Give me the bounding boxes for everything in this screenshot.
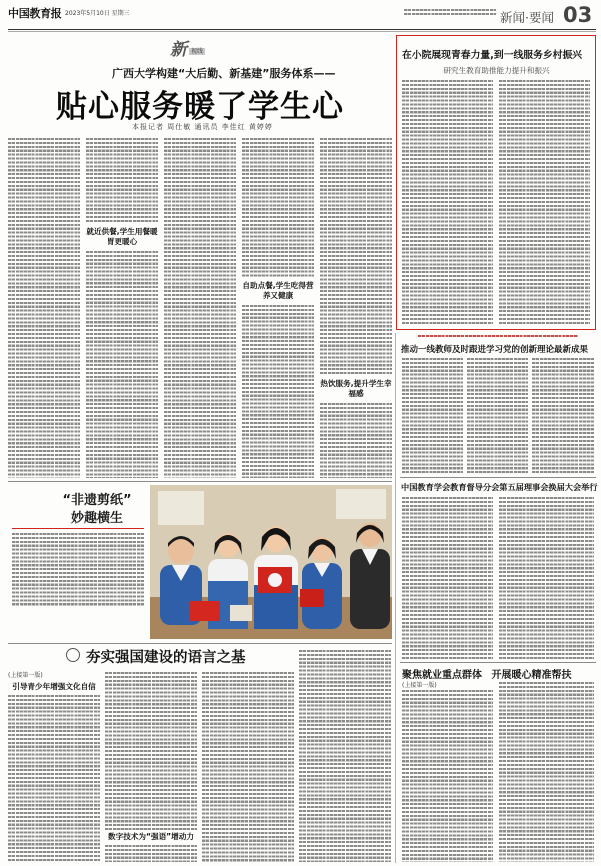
newspaper-logo: 中国教育报 [8,7,62,20]
boxed-body-col2 [499,80,590,324]
photo-feature-title-line1: “非遗剪纸” [62,493,132,508]
lead-body-col2a [86,138,158,224]
lead-body-col4b [242,305,314,478]
language-subhead-2: 数字技术为“强语”增动力 [108,832,194,841]
language-body-col2a [105,672,197,830]
papercut-class-photo [150,485,392,639]
language-headline: 夯实强国建设的语言之基 [86,650,246,666]
employment-body-col1 [402,690,493,862]
teacher-body-col3 [532,358,594,474]
language-continued-label: (上接第一版) [8,672,43,679]
red-papercut-left [190,601,220,621]
editor-credits-text [404,9,496,17]
lead-kicker: 广西大学构建“大后勤、新基建”服务体系—— [112,67,336,80]
teacher-kicker-text [418,335,578,338]
issue-date: 2023年5月10日 星期三 [65,10,130,17]
language-subhead-1: 引导青少年增强文化自信 [12,682,96,691]
language-body-col1 [8,695,100,862]
teacher-body-col2 [467,358,528,474]
lead-body-col2b [86,251,158,478]
lead-subhead-3: 热饮服务,提升学生幸福感 [320,379,392,398]
employment-headline: 聚焦就业重点群体 开展暖心精准帮扶 [402,670,572,681]
language-body-col2b [105,845,197,862]
lead-body-col4a [242,138,314,278]
lead-subhead-1: 就近供餐,学生用餐暖胃更暖心 [86,227,158,246]
red-papercut-right [300,589,324,607]
window-left [158,491,204,525]
photo-caption-text [12,533,144,607]
boxed-body-col1 [402,80,493,324]
masthead-rule [8,29,596,30]
right-divider-2 [400,662,596,663]
section-name: 新闻·要闻 [500,10,554,25]
lead-body-col1 [8,138,80,478]
masthead-rule-thin [8,31,596,32]
photo-feature-title-line2: 妙趣横生 [70,511,123,526]
teacher-headline: 推动一线教师及时跟进学习党的创新理论最新成果 [401,345,589,355]
lead-subhead-2: 自助点餐,学生吃得营养又健康 [242,281,314,300]
left-divider-2 [8,643,392,644]
supervision-headline: 中国教育学会教育督导分会第五届理事会换届大会举行 [401,482,598,492]
lead-body-col5b [320,403,392,478]
lead-byline: 本报记者 周仕敏 通讯员 李佳红 黄婷婷 [132,123,273,131]
lead-headline: 贴心服务暖了学生心 [56,89,344,125]
column-logo-icon: 新 [170,40,187,60]
employment-continued-label: (上接第一版) [402,682,437,689]
paper-sheet [230,605,252,621]
left-divider-1 [8,481,392,482]
page-column-divider [395,333,396,863]
page-number: 03 [563,3,593,27]
right-divider-1 [400,477,596,478]
employment-body-col2 [499,682,594,862]
boxed-article-headline: 在小院展现青春力量,到一线服务乡村振兴 [402,50,583,61]
boxed-article-subtitle: 研究生教育助推能力提升和振兴 [443,66,550,75]
language-body-col3 [202,672,294,862]
supervision-body-col1 [402,497,493,659]
window-right [336,489,386,519]
papercut-cutout [268,573,282,587]
language-body-col4 [299,650,391,862]
teacher-body-col1 [402,358,463,474]
language-emblem-icon [66,648,80,662]
column-logo-label: 视线 [191,48,204,55]
supervision-body-col2 [499,497,594,659]
photo-svg [150,485,392,639]
caption-rule [12,528,144,529]
lead-body-col3 [164,138,236,478]
lead-body-col5a [320,138,392,376]
